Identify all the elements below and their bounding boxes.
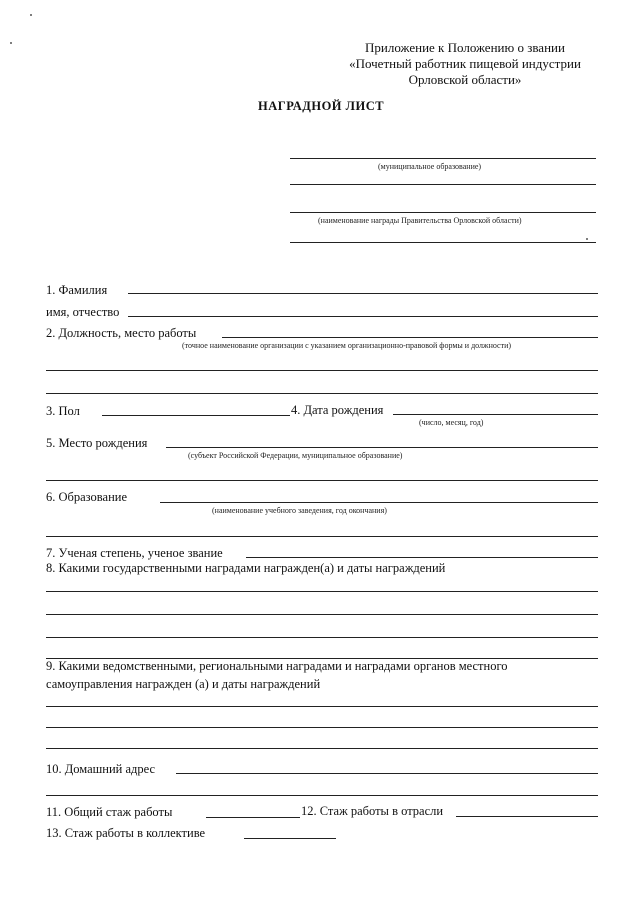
- surname-line[interactable]: [128, 293, 598, 294]
- name-label: имя, отчество: [46, 305, 120, 319]
- award-name-line-2[interactable]: [290, 242, 596, 243]
- education-label: 6. Образование: [46, 490, 128, 504]
- industry-exp-line[interactable]: [456, 816, 598, 817]
- header-line-1: Приложение к Положению о звании: [365, 40, 565, 55]
- state-awards-label: 8. Какими государственными наградами награжден(а) и даты награждений: [46, 561, 446, 575]
- municipal-hint: (муниципальное образование): [378, 162, 482, 171]
- award-name-line[interactable]: [290, 212, 596, 213]
- name-line[interactable]: [128, 316, 598, 317]
- birthplace-line-2[interactable]: [46, 480, 598, 481]
- position-line-3[interactable]: [46, 393, 598, 394]
- state-awards-line-1[interactable]: [46, 591, 598, 592]
- birthplace-line[interactable]: [166, 447, 598, 448]
- address-line[interactable]: [176, 773, 598, 774]
- education-hint: (наименование учебного заведения, год окончания): [212, 506, 387, 515]
- state-awards-line-3[interactable]: [46, 637, 598, 638]
- degree-line[interactable]: [246, 557, 598, 558]
- position-line-2[interactable]: [46, 370, 598, 371]
- dept-awards-label-2: самоуправления награжден (а) и даты награждений: [46, 677, 321, 691]
- scan-speck: [586, 238, 588, 240]
- surname-label: 1. Фамилия: [46, 283, 108, 297]
- header-line-3: Орловской области»: [408, 72, 522, 87]
- address-line-2[interactable]: [46, 795, 598, 796]
- birthdate-line[interactable]: [393, 414, 598, 415]
- education-line[interactable]: [160, 502, 598, 503]
- position-label: 2. Должность, место работы: [46, 326, 197, 340]
- sex-label: 3. Пол: [46, 404, 80, 418]
- birthdate-hint: (число, месяц, год): [419, 418, 484, 427]
- team-exp-label: 13. Стаж работы в коллективе: [46, 826, 206, 840]
- team-exp-line[interactable]: [244, 838, 336, 839]
- education-line-2[interactable]: [46, 536, 598, 537]
- birthdate-label: 4. Дата рождения: [291, 403, 384, 417]
- total-exp-line[interactable]: [206, 817, 300, 818]
- industry-exp-label: 12. Стаж работы в отрасли: [301, 804, 444, 818]
- dept-awards-line-1[interactable]: [46, 706, 598, 707]
- dept-awards-line-2[interactable]: [46, 727, 598, 728]
- header-line-2: «Почетный работник пищевой индустрии: [349, 56, 581, 71]
- address-label: 10. Домашний адрес: [46, 762, 156, 776]
- position-hint: (точное наименование организации с указанием организационно-правовой формы и должности): [182, 341, 512, 350]
- page-title: НАГРАДНОЙ ЛИСТ: [258, 99, 385, 113]
- dept-awards-label-1: 9. Какими ведомственными, региональными наградами и наградами органов местного: [46, 659, 508, 673]
- document-header: [330, 40, 600, 88]
- municipal-line[interactable]: [290, 158, 596, 159]
- award-name-hint: (наименование награды Правительства Орловской области): [318, 216, 522, 225]
- municipal-line-2[interactable]: [290, 184, 596, 185]
- dept-awards-line-3[interactable]: [46, 748, 598, 749]
- degree-label: 7. Ученая степень, ученое звание: [46, 546, 223, 560]
- birthplace-hint: (субъект Российской Федерации, муниципальное образование): [188, 451, 403, 460]
- state-awards-line-2[interactable]: [46, 614, 598, 615]
- position-line[interactable]: [222, 337, 598, 338]
- scan-speck: [30, 14, 32, 16]
- birthplace-label: 5. Место рождения: [46, 436, 148, 450]
- scan-speck: [10, 42, 12, 44]
- total-exp-label: 11. Общий стаж работы: [46, 805, 173, 819]
- sex-line[interactable]: [102, 415, 290, 416]
